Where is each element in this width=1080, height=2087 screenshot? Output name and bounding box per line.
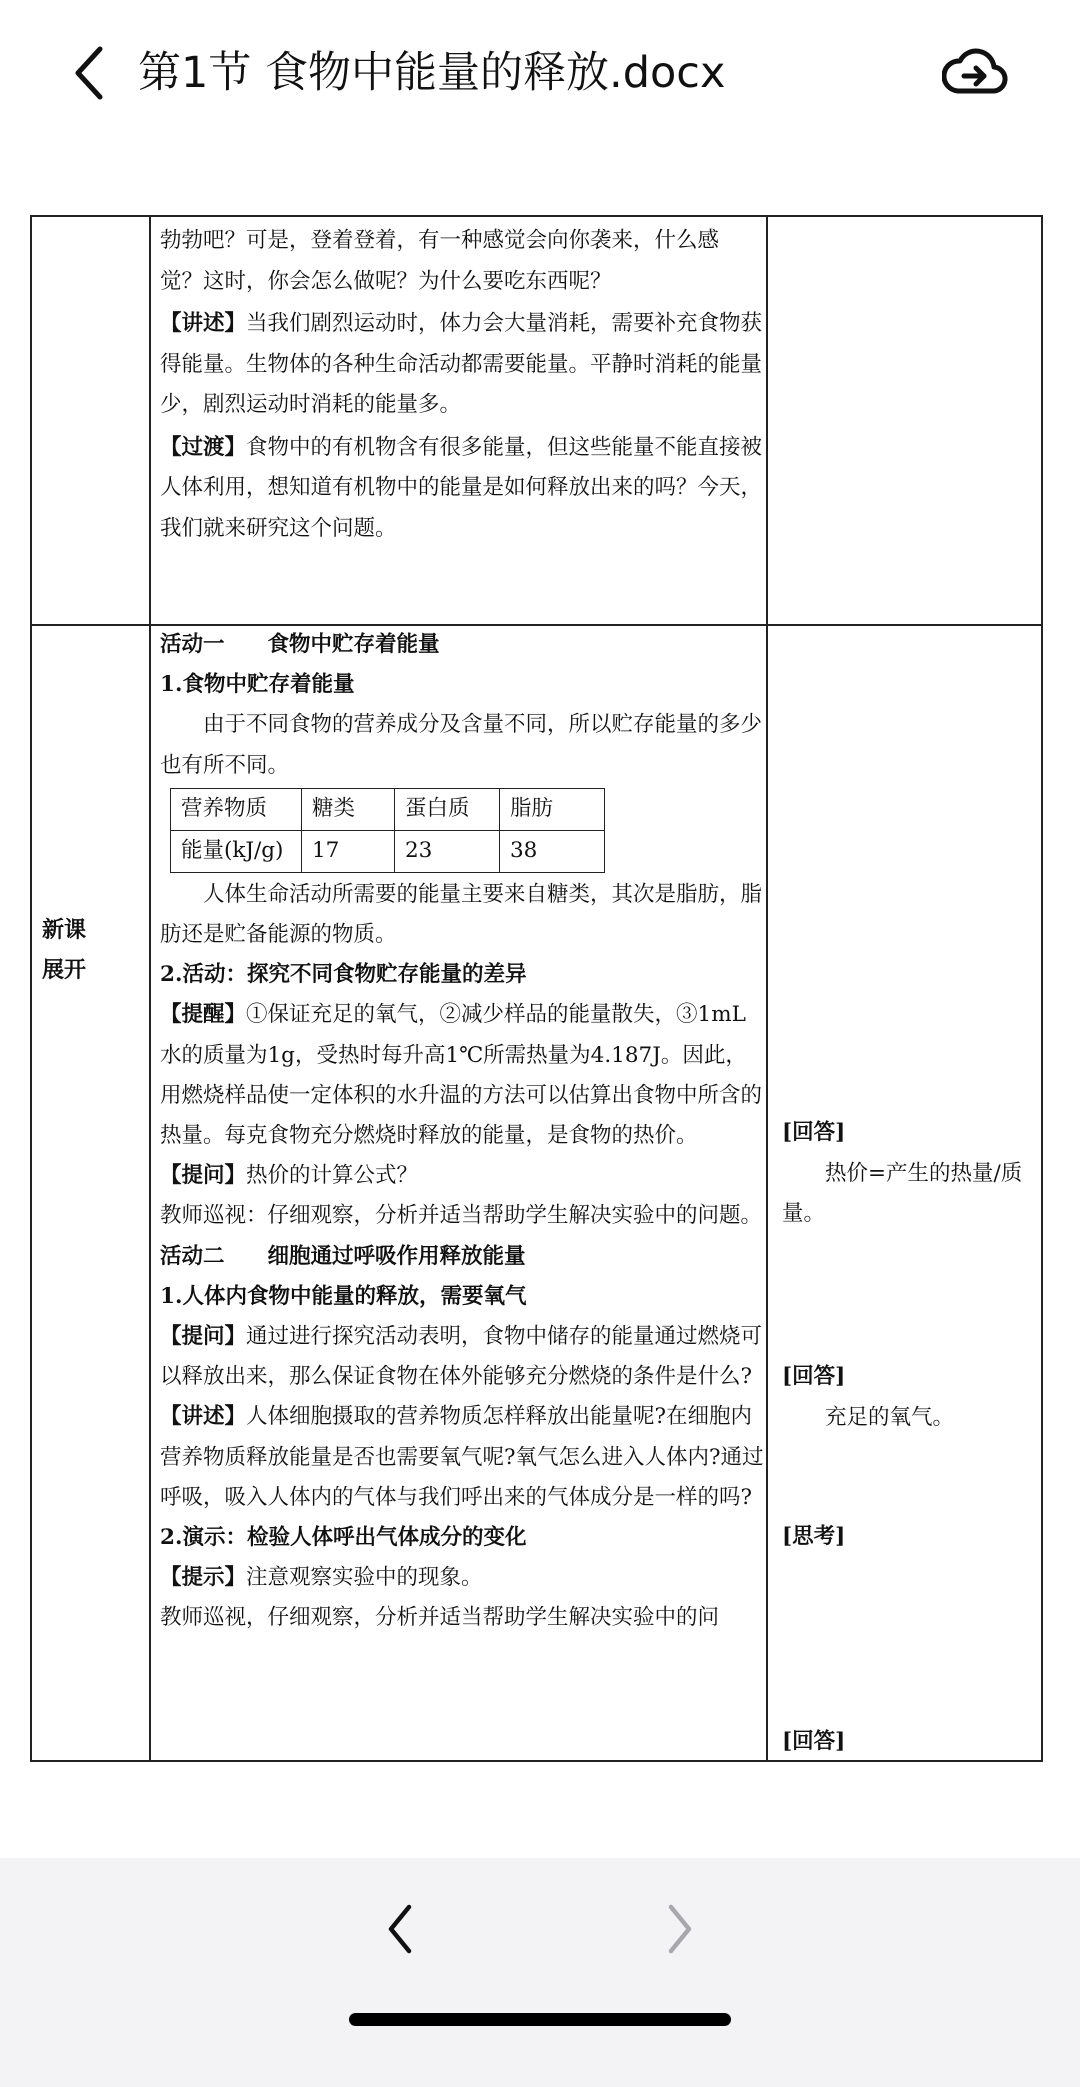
answer-text: 热价=产生的热量/质量。	[782, 1160, 1023, 1226]
answer-block	[782, 1722, 1037, 1763]
table-cell: 38	[500, 830, 605, 872]
guodu-label: 【过渡】	[160, 434, 247, 460]
answer-label: [回答]	[782, 1120, 846, 1145]
section-label-line: 新课	[42, 917, 87, 943]
table-header-row	[171, 788, 605, 830]
chevron-left-icon	[70, 45, 110, 101]
subheading: 2.演示：检验人体呼出气体成分的变化	[160, 1525, 527, 1551]
back-button[interactable]	[62, 38, 118, 108]
tiwen-label: 【提问】	[160, 1163, 247, 1189]
answer-block	[782, 1113, 1037, 1235]
previous-page-button[interactable]	[372, 1893, 428, 1965]
table-cell: 营养物质	[171, 788, 302, 830]
guodu-text: 食物中的有机物含有很多能量，但这些能量不能直接被人体利用，想知道有机物中的能量是如何释放出来的吗？今天，我们就来研究这个问题。	[160, 434, 763, 541]
answer-block	[782, 1357, 1037, 1438]
document-page[interactable]	[30, 215, 1043, 1762]
table-cell: 17	[302, 830, 395, 872]
tishi-text: 注意观察实验中的现象。	[246, 1565, 483, 1591]
energy-table	[170, 788, 605, 873]
table-cell: 糖类	[302, 788, 395, 830]
tishi-paragraph	[160, 1558, 766, 1598]
text-line: 觉？这时，你会怎么做呢？为什么要吃东西呢？	[160, 268, 612, 294]
jiangshu-paragraph	[160, 1397, 766, 1518]
paragraph: 教师巡视，仔细观察，分析并适当帮助学生解决实验中的问	[160, 1605, 720, 1631]
cloud-upload-icon	[942, 47, 1008, 99]
table-column-divider	[149, 217, 151, 1760]
subheading: 1.人体内食物中能量的释放，需要氧气	[160, 1283, 527, 1309]
chevron-right-icon	[663, 1901, 697, 1957]
tiwen-label: 【提问】	[160, 1324, 247, 1350]
section-label-line: 展开	[42, 957, 87, 983]
jiangshu-label: 【讲述】	[160, 311, 247, 336]
top-bar	[0, 0, 1080, 150]
paragraph: 教师巡视：仔细观察，分析并适当帮助学生解决实验中的问题。	[160, 1203, 763, 1229]
table-cell: 23	[395, 830, 500, 872]
think-block	[782, 1517, 1037, 1558]
jiangshu-text: 当我们剧烈运动时，体力会大量消耗，需要补充食物获得能量。生物体的各种生命活动都需要能量。平静时消耗的能量少，剧烈运动时消耗的能量多。	[160, 311, 763, 417]
tixing-text: ①保证充足的氧气，②减少样品的能量散失，③1mL水的质量为1g，受热时每升高1℃所需热量为4.187J。因此，用燃烧样品使一定体积的水升温的方法可以估算出食物中所含的热量。每克食物充分燃烧时释放的能量，是食物的热价。	[160, 1002, 763, 1149]
text-line: 勃勃吧？可是，登着登着，有一种感觉会向你袭来，什么感	[160, 228, 720, 253]
section-label	[42, 910, 142, 990]
bottom-bar	[0, 1858, 1080, 2087]
lesson-content-cell	[160, 625, 766, 1639]
jiangshu-paragraph	[160, 304, 766, 426]
answer-label: [回答]	[782, 1729, 846, 1754]
tixing-label: 【提醒】	[160, 1002, 247, 1028]
table-row	[171, 830, 605, 872]
subheading: 2.活动：探究不同食物贮存能量的差异	[160, 962, 527, 988]
tiwen-text: 热价的计算公式？	[246, 1163, 419, 1189]
table-cell: 蛋白质	[395, 788, 500, 830]
next-page-button[interactable]	[652, 1893, 708, 1965]
home-indicator[interactable]	[349, 2013, 731, 2026]
document-title: 第1节 食物中能量的释放.docx	[138, 48, 726, 98]
answer-label: [回答]	[782, 1364, 846, 1389]
tixing-paragraph	[160, 995, 766, 1156]
paragraph: 人体生命活动所需要的能量主要来自糖类，其次是脂肪，脂肪还是贮备能源的物质。	[160, 881, 763, 948]
jiangshu-label: 【讲述】	[160, 1404, 247, 1430]
guodu-paragraph	[160, 428, 766, 550]
think-label: [思考]	[782, 1524, 846, 1549]
subheading: 1.食物中贮存着能量	[160, 672, 355, 698]
tishi-label: 【提示】	[160, 1565, 247, 1591]
table-column-divider	[766, 217, 768, 1760]
activity-title: 活动一 食物中贮存着能量	[160, 632, 440, 657]
table-cell: 脂肪	[500, 788, 605, 830]
paragraph: 由于不同食物的营养成分及含量不同，所以贮存能量的多少也有所不同。	[160, 712, 763, 778]
answer-text: 充足的氧气。	[825, 1404, 955, 1430]
table-cell: 能量(kJ/g)	[171, 830, 302, 872]
intro-cell	[160, 221, 766, 549]
tiwen-text: 通过进行探究活动表明，食物中储存的能量通过燃烧可以释放出来，那么保证食物在体外能够充分燃烧的条件是什么?	[160, 1324, 763, 1390]
jiangshu-text: 人体细胞摄取的营养物质怎样释放出能量呢?在细胞内营养物质释放能量是否也需要氧气呢?氧气怎么进入人体内?通过呼吸，吸入人体内的气体与我们呼出来的气体成分是一样的吗?	[160, 1404, 764, 1510]
chevron-left-icon	[383, 1901, 417, 1957]
tiwen-paragraph	[160, 1156, 766, 1196]
tiwen-paragraph	[160, 1317, 766, 1397]
cloud-upload-button[interactable]	[938, 38, 1012, 108]
activity-title: 活动二 细胞通过呼吸作用释放能量	[160, 1243, 526, 1269]
